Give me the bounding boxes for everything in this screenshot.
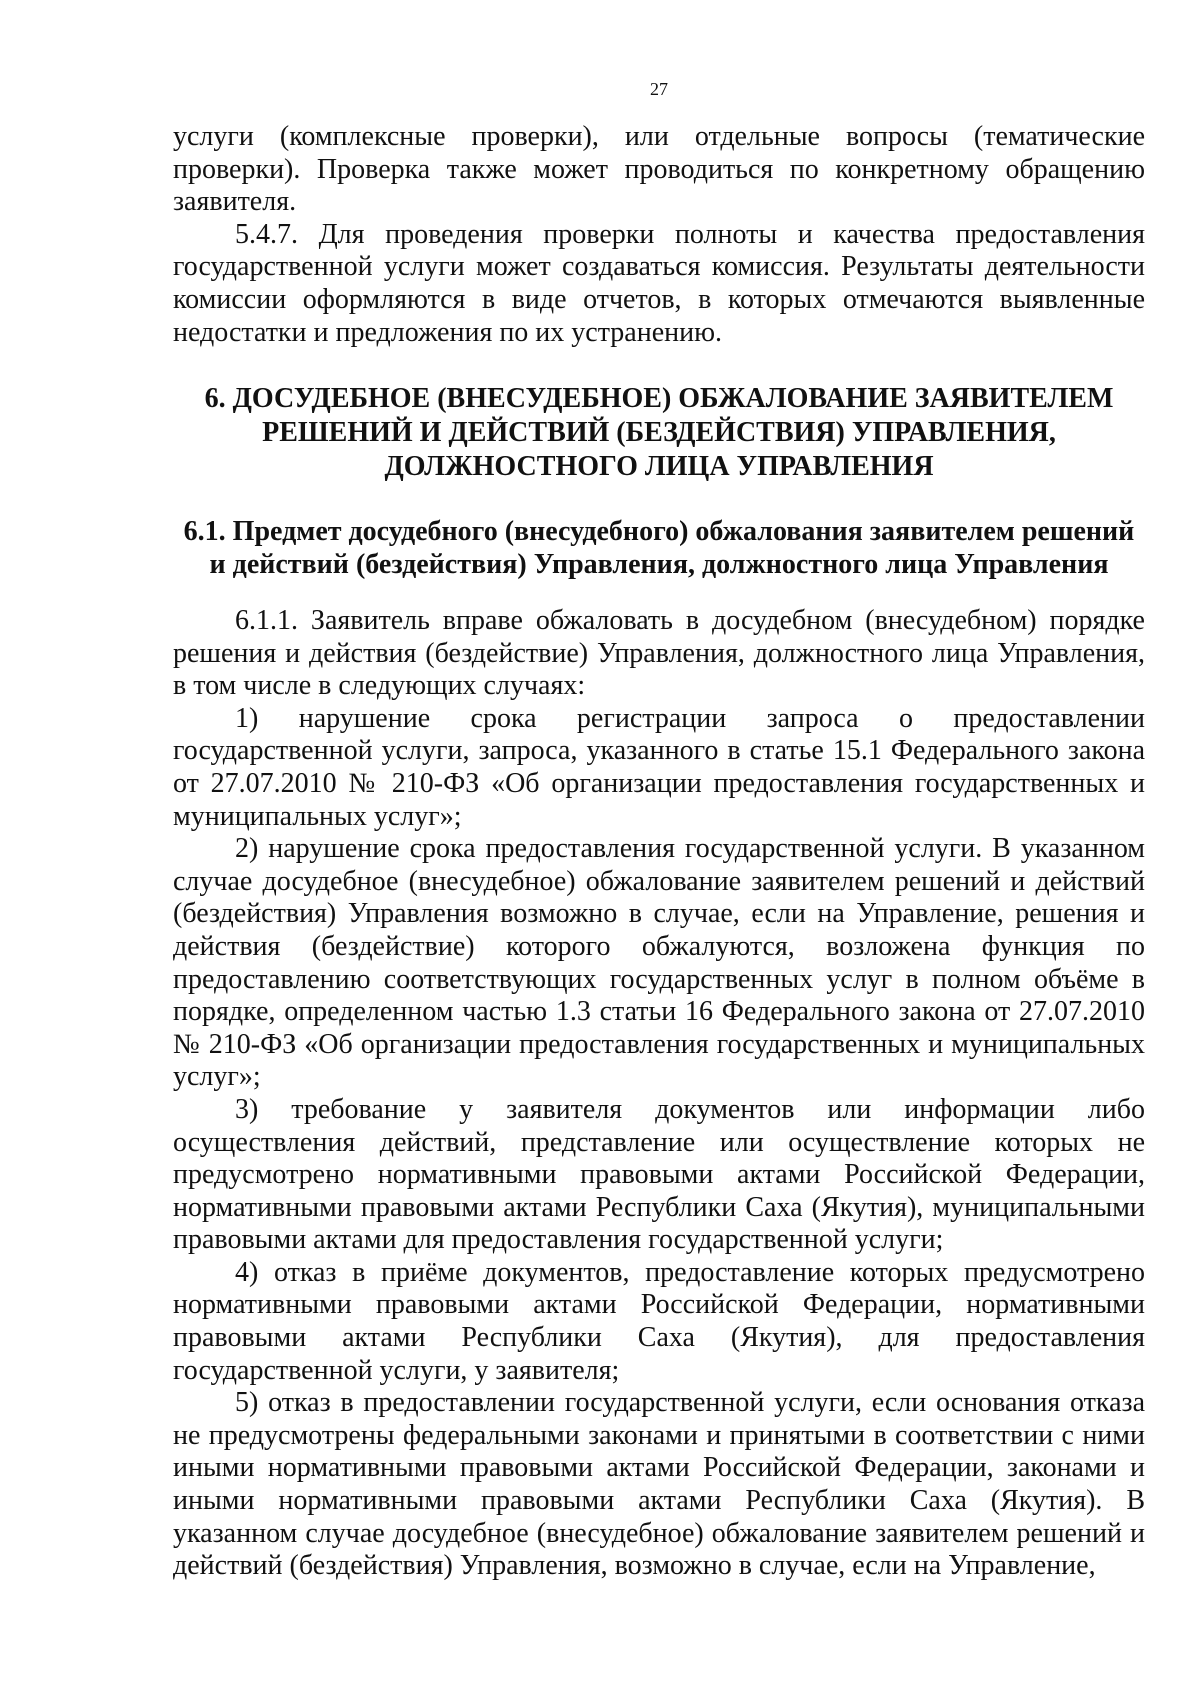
page-number: 27 bbox=[650, 79, 668, 99]
subsection-6-1-title-line-1: 6.1. Предмет досудебного (внесудебного) обжалования заявителем решений bbox=[183, 516, 1135, 547]
section-6-title-line-3: ДОЛЖНОСТНОГО ЛИЦА УПРАВЛЕНИЯ bbox=[384, 451, 934, 482]
section-6-title-line-1: 6. ДОСУДЕБНОЕ (ВНЕСУДЕБНОЕ) ОБЖАЛОВАНИЕ ЗАЯВИТЕЛЕМ bbox=[204, 383, 1114, 414]
list-item-2: 2) нарушение срока предоставления государственной услуги. В указанном случае досудебное (внесудебное) обжалование заявителем решений и действий (бездействия) Управления возможно в случае, если на Управление, решения и действия (бездействие) которого обжалуются, возложена функция по предоставлению соответствующих государственных услуг в полном объёме в порядке, определенном частью 1.3 статьи 16 Федерального закона от 27.07.2010 № 210-ФЗ «Об организации предоставления государственных и муниципальных услуг»; bbox=[173, 833, 1145, 1093]
paragraph-5-4-7: 5.4.7. Для проведения проверки полноты и качества предоставления государственной услуги может создаваться комиссия. Результаты деятельности комиссии оформляются в виде отчетов, в которых отмечаются выявленные недостатки и предложения по их устранению. bbox=[173, 218, 1145, 348]
list-item-3: 3) требование у заявителя документов или информации либо осуществления действий, представление или осуществление которых не предусмотрено нормативными правовыми актами Российской Федерации, нормативными правовыми актами Республики Саха (Якутия), муниципальными правовыми актами для предоставления государственной услуги; bbox=[173, 1093, 1145, 1256]
section-6-title-line-2: РЕШЕНИЙ И ДЕЙСТВИЙ (БЕЗДЕЙСТВИЯ) УПРАВЛЕНИЯ, bbox=[262, 417, 1056, 448]
subsection-6-1-heading bbox=[173, 515, 1145, 581]
subsection-6-1-title-line-2: и действий (бездействия) Управления, должностного лица Управления bbox=[209, 549, 1109, 580]
section-6-heading bbox=[173, 382, 1145, 484]
intro-block bbox=[173, 121, 1145, 349]
items-block bbox=[173, 605, 1145, 1583]
paragraph-6-1-1: 6.1.1. Заявитель вправе обжаловать в досудебном (внесудебном) порядке решения и действия (бездействие) Управления, должностного лица Управления, в том числе в следующих случаях: bbox=[173, 605, 1145, 702]
intro-paragraph-continuation: услуги (комплексные проверки), или отдельные вопросы (тематические проверки). Проверка также может проводиться по конкретному обращению заявителя. bbox=[173, 121, 1145, 218]
list-item-4: 4) отказ в приёме документов, предоставление которых предусмотрено нормативными правовыми актами Российской Федерации, нормативными правовыми актами Республики Саха (Якутия), для предоставления государственной услуги, у заявителя; bbox=[173, 1256, 1145, 1386]
list-item-1: 1) нарушение срока регистрации запроса о предоставлении государственной услуги, запроса, указанного в статье 15.1 Федерального закона от 27.07.2010 № 210-ФЗ «Об организации предоставления государственных и муниципальных услуг»; bbox=[173, 702, 1145, 832]
list-item-5: 5) отказ в предоставлении государственной услуги, если основания отказа не предусмотрены федеральными законами и принятыми в соответствии с ними иными нормативными правовыми актами Российской Федерации, законами и иными нормативными правовыми актами Республики Саха (Якутия). В указанном случае досудебное (внесудебное) обжалование заявителем решений и действий (бездействия) Управления, возможно в случае, если на Управление, bbox=[173, 1387, 1145, 1582]
